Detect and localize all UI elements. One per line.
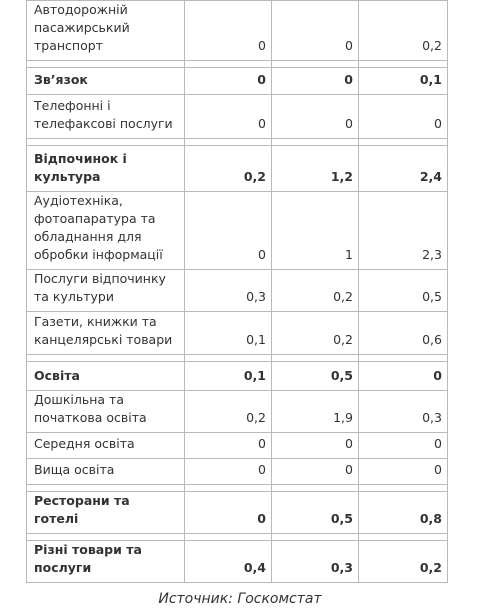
table-spacer-row	[27, 485, 448, 492]
table-row	[27, 270, 448, 312]
row-label: Телефонні і телефаксові послуги	[27, 95, 185, 139]
row-value: 0,3	[185, 270, 272, 312]
row-value: 0,1	[185, 362, 272, 391]
table-row	[27, 312, 448, 355]
table-row	[27, 492, 448, 534]
row-value: 0,6	[359, 312, 448, 355]
table-spacer-row	[27, 534, 448, 541]
row-value: 0	[359, 362, 448, 391]
row-value: 0	[359, 433, 448, 459]
row-value: 0,5	[359, 270, 448, 312]
table-row	[27, 433, 448, 459]
row-value: 2,3	[359, 192, 448, 270]
row-value: 0	[272, 433, 359, 459]
table-row	[27, 459, 448, 485]
row-value: 0,2	[359, 1, 448, 61]
row-value: 0,2	[185, 391, 272, 433]
table-row	[27, 146, 448, 192]
row-value: 0,2	[185, 146, 272, 192]
row-label: Середня освіта	[27, 433, 185, 459]
row-label: Автодорожній пасажирський транспорт	[27, 1, 185, 61]
statistics-table	[26, 0, 448, 583]
row-label: Ресторани та готелі	[27, 492, 185, 534]
row-value: 0	[272, 95, 359, 139]
row-value: 1,9	[272, 391, 359, 433]
row-value: 0	[185, 433, 272, 459]
row-value: 0	[185, 459, 272, 485]
row-value: 0	[359, 459, 448, 485]
row-label: Відпочинок і культура	[27, 146, 185, 192]
row-label: Аудіотехніка, фотоапаратура та обладнання для обробки інформації	[27, 192, 185, 270]
row-value: 0,5	[272, 362, 359, 391]
row-label: Послуги відпочинку та культури	[27, 270, 185, 312]
row-value: 0	[185, 1, 272, 61]
table-spacer-row	[27, 355, 448, 362]
row-label: Зв’язок	[27, 68, 185, 95]
row-value: 1	[272, 192, 359, 270]
table-row	[27, 391, 448, 433]
row-value: 1,2	[272, 146, 359, 192]
row-value: 0,2	[272, 270, 359, 312]
row-value: 0,3	[359, 391, 448, 433]
row-value: 0,1	[359, 68, 448, 95]
row-value: 0	[185, 192, 272, 270]
row-value: 0,2	[272, 312, 359, 355]
table-row	[27, 68, 448, 95]
row-value: 0,4	[185, 541, 272, 583]
row-value: 0	[185, 492, 272, 534]
row-label: Газети, книжки та канцелярські товари	[27, 312, 185, 355]
row-label: Освіта	[27, 362, 185, 391]
row-value: 0	[272, 459, 359, 485]
row-value: 0	[185, 95, 272, 139]
row-value: 0,8	[359, 492, 448, 534]
table-spacer-row	[27, 139, 448, 146]
row-label: Вища освіта	[27, 459, 185, 485]
row-value: 0	[272, 68, 359, 95]
row-label: Дошкільна та початкова освіта	[27, 391, 185, 433]
source-caption: Источник: Госкомстат	[158, 591, 322, 607]
row-value: 0	[359, 95, 448, 139]
table-row	[27, 541, 448, 583]
table-row	[27, 95, 448, 139]
row-value: 0,2	[359, 541, 448, 583]
row-label: Різні товари та послуги	[27, 541, 185, 583]
table-row	[27, 362, 448, 391]
row-value: 0	[272, 1, 359, 61]
row-value: 0	[185, 68, 272, 95]
row-value: 2,4	[359, 146, 448, 192]
row-value: 0,3	[272, 541, 359, 583]
row-value: 0,5	[272, 492, 359, 534]
table-row	[27, 192, 448, 270]
table-spacer-row	[27, 61, 448, 68]
row-value: 0,1	[185, 312, 272, 355]
table-row	[27, 1, 448, 61]
